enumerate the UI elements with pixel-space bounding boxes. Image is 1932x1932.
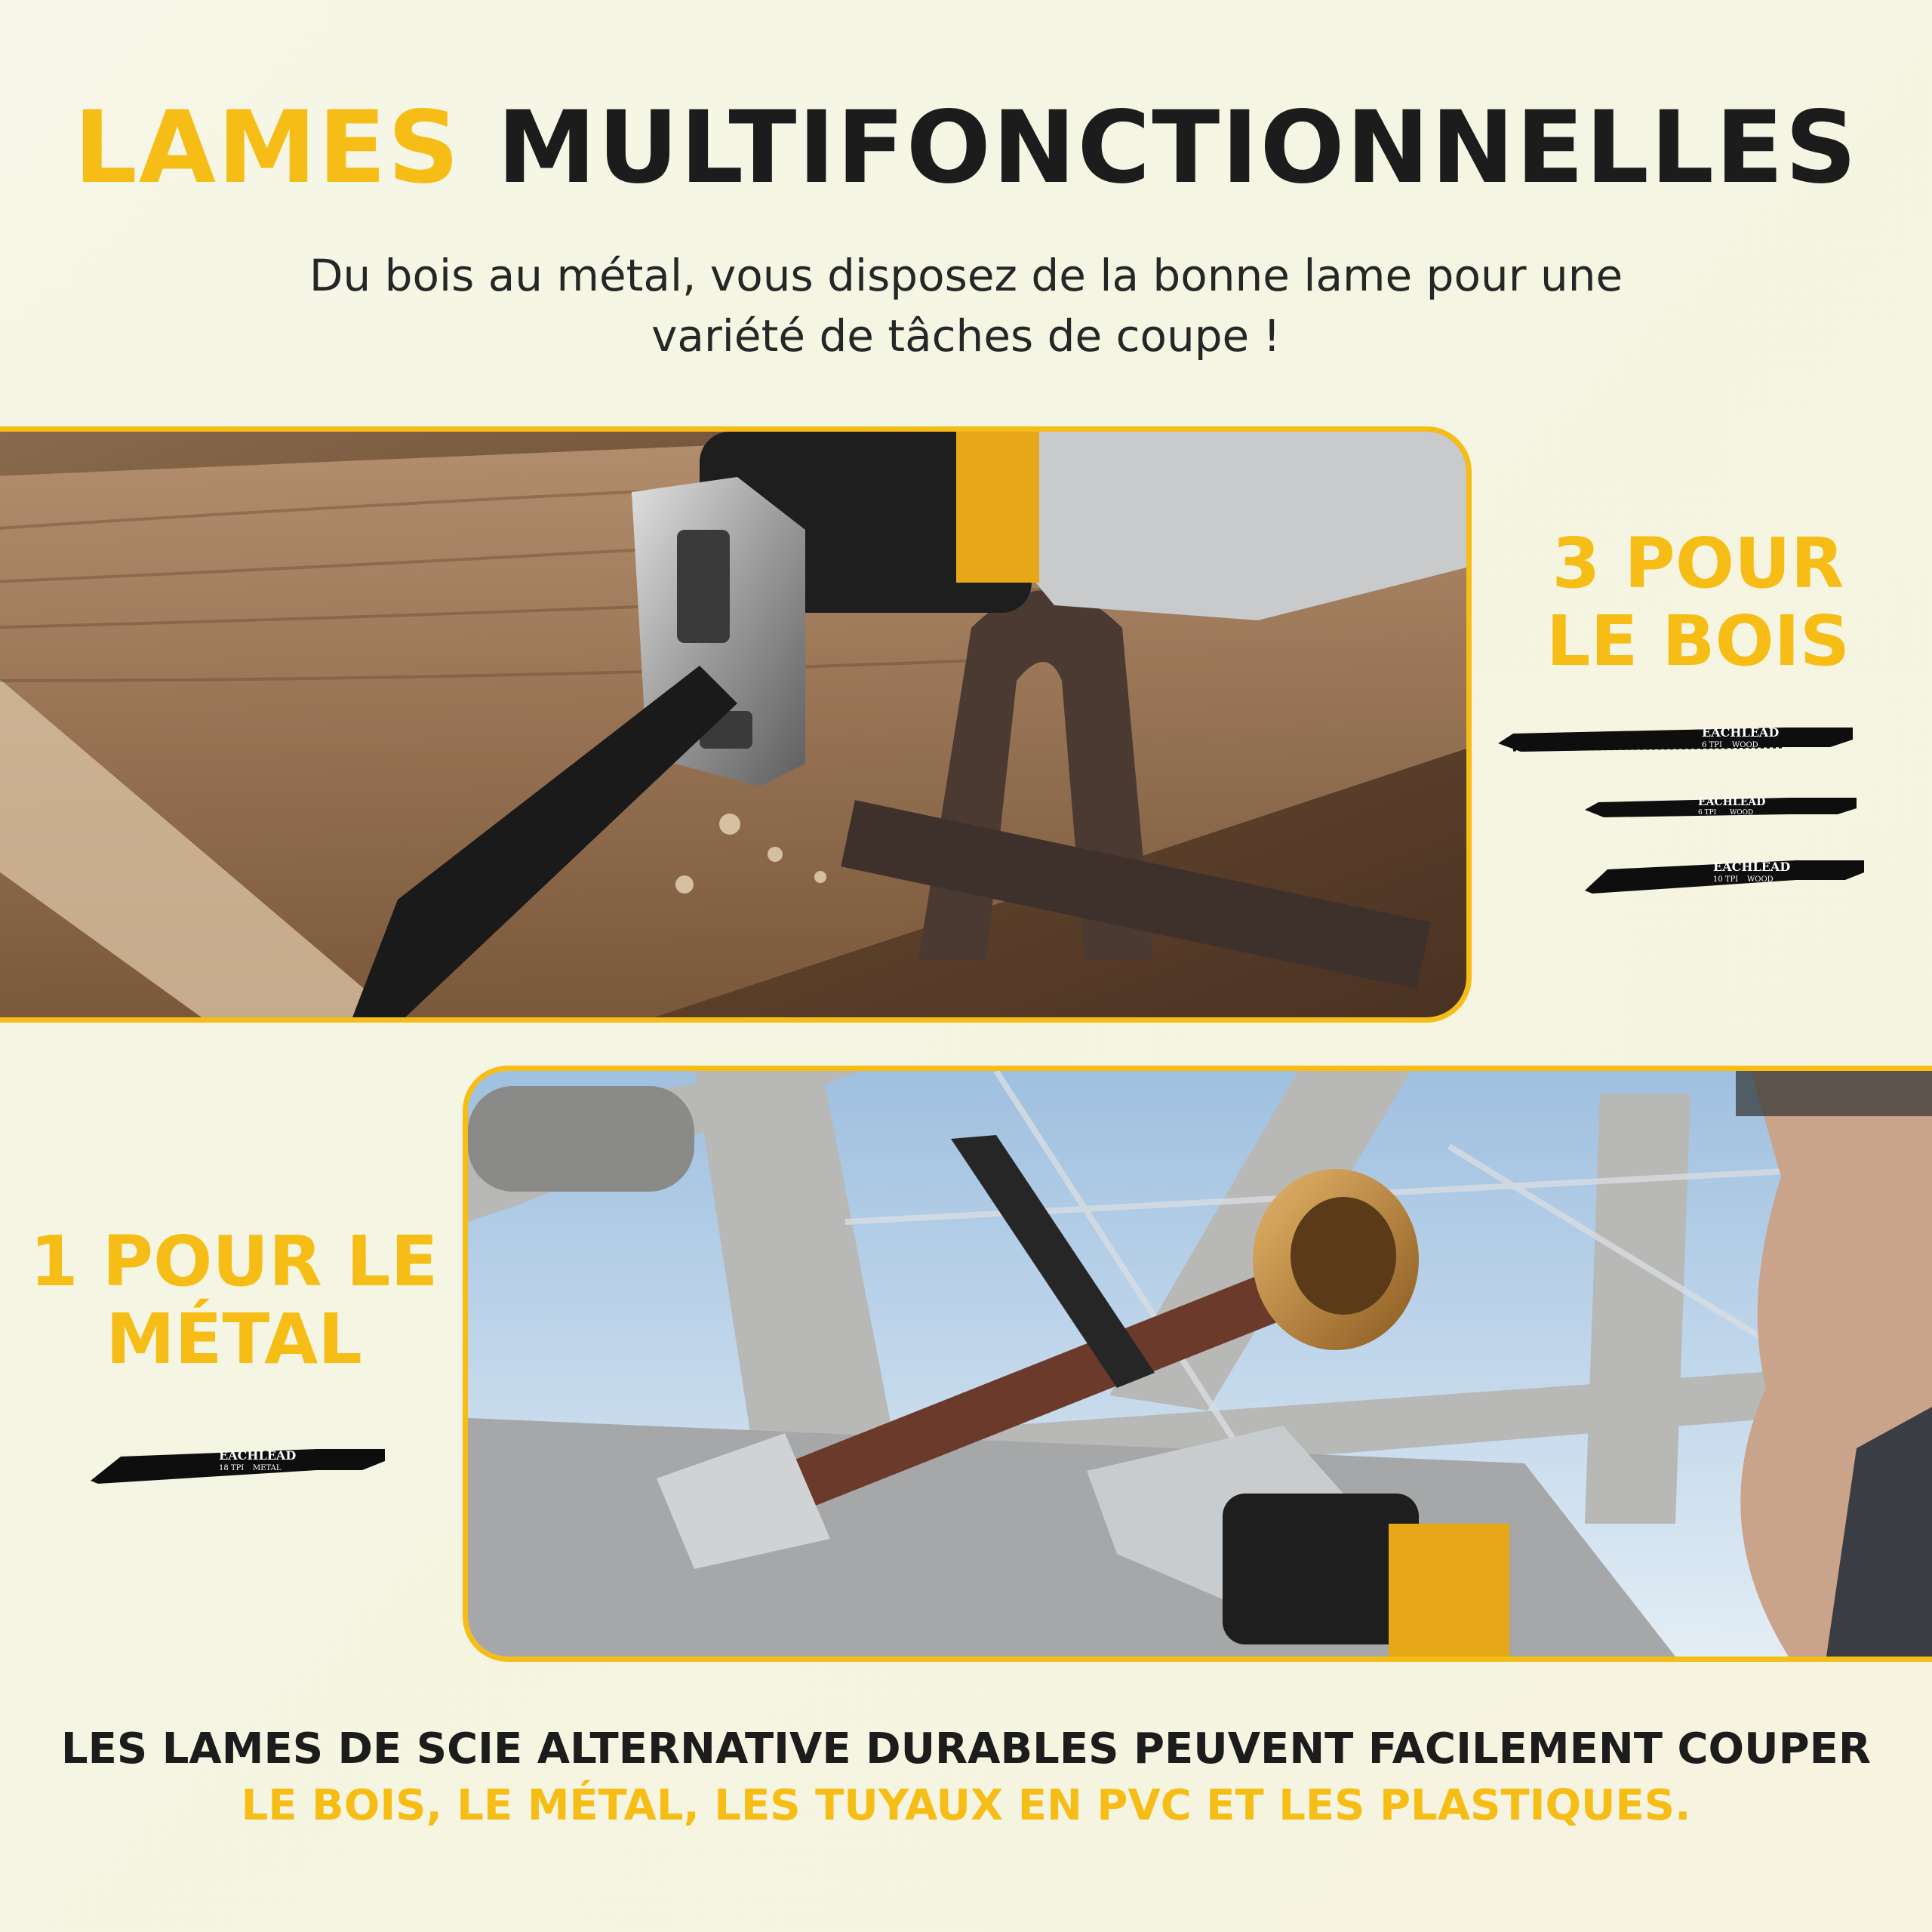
- wood-label-line-2: LE BOIS: [1546, 601, 1850, 682]
- wood-blade-1-tpi: 6 TPI: [1702, 741, 1722, 749]
- subtitle-line-1: Du bois au métal, vous disposez de la bonne lame pour une: [309, 250, 1623, 301]
- title-highlight: LAMES: [73, 90, 461, 206]
- wood-blade-1: [1498, 717, 1860, 762]
- wood-blade-2-type: WOOD: [1730, 809, 1754, 817]
- wood-blade-3-type: WOOD: [1747, 875, 1774, 884]
- wood-blade-3-brand: EACHLEAD: [1713, 860, 1791, 874]
- metal-blade: [91, 1441, 392, 1487]
- metal-label-line-2: MÉTAL: [106, 1299, 362, 1380]
- metal-blade-type: METAL: [253, 1464, 281, 1472]
- page-title: [0, 90, 1932, 206]
- metal-label-line-1: 1 POUR LE: [29, 1221, 438, 1302]
- subtitle-line-2: variété de tâches de coupe !: [651, 310, 1281, 361]
- wood-blade-1-type: WOOD: [1732, 741, 1758, 749]
- wood-cutting-photo: [0, 426, 1472, 1023]
- footer-line-1: LES LAMES DE SCIE ALTERNATIVE DURABLES PEUVENT FACILEMENT COUPER: [60, 1724, 1872, 1774]
- wood-blade-2: [1585, 789, 1864, 826]
- wood-label-line-1: 3 POUR: [1552, 523, 1844, 604]
- metal-cutting-photo: [463, 1066, 1932, 1662]
- metal-blade-tpi: 18 TPI: [219, 1464, 245, 1472]
- metal-blade-brand: EACHLEAD: [219, 1448, 297, 1463]
- metal-blades-label: [23, 1223, 445, 1378]
- wood-blade-3: [1585, 853, 1872, 898]
- wood-blade-1-brand: EACHLEAD: [1702, 725, 1780, 740]
- subtitle: [211, 245, 1721, 366]
- wood-blade-2-tpi: 6 TPI: [1698, 809, 1717, 817]
- wood-blades-label: [1502, 525, 1894, 680]
- footer-line-2: LE BOIS, LE MÉTAL, LES TUYAUX EN PVC ET LES PLASTIQUES.: [241, 1781, 1691, 1830]
- title-main: MULTIFONCTIONNELLES: [497, 90, 1859, 206]
- wood-blade-2-brand: EACHLEAD: [1698, 796, 1766, 808]
- wood-blade-3-tpi: 10 TPI: [1713, 875, 1739, 884]
